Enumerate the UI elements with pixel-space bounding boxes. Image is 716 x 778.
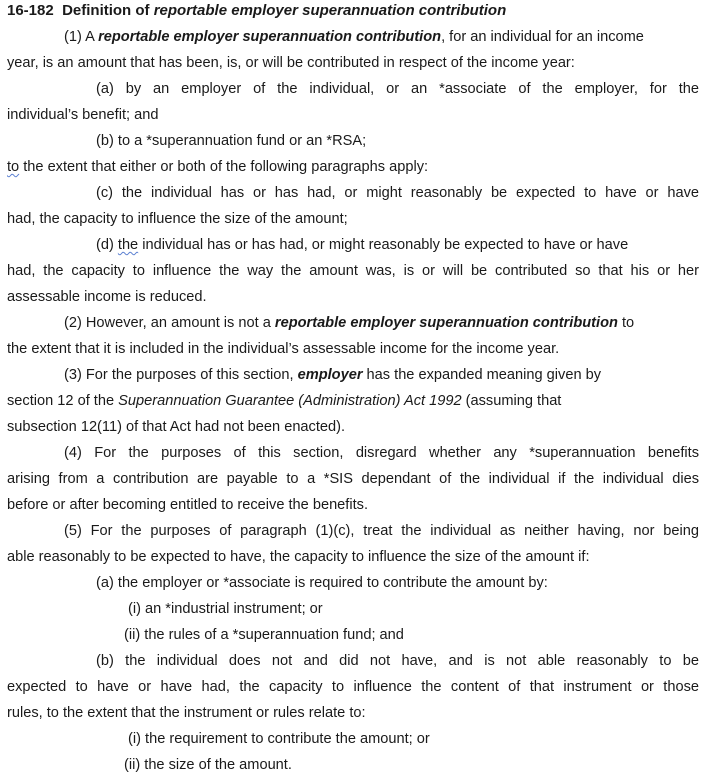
paragraph-1a-line-2: individual’s benefit; and (7, 107, 159, 123)
subsection-5-line-1: (5) For the purposes of paragraph (1)(c), treat the individual as neither having, nor being (64, 523, 699, 539)
paragraph-1d-line-1: (d) the individual has or has had, or might reasonably be expected to have or have (96, 237, 629, 253)
paragraph-5b-line-2: expected to have or have had, the capacity to influence the content of that instrument or those (7, 679, 699, 695)
heading-term: reportable employer superannuation contribution (153, 2, 507, 19)
defined-term: reportable employer superannuation contribution (98, 29, 442, 45)
section-heading (7, 1, 699, 21)
paragraph-1d-line-3: assessable income is reduced. (7, 289, 207, 305)
paragraph-1a-line-1: (a) by an employer of the individual, or an *associate of the employer, for the (96, 81, 699, 97)
subsection-4-line-1: (4) For the purposes of this section, disregard whether any *superannuation benefits (64, 445, 699, 461)
extent-clause: to the extent that either or both of the following paragraphs apply: (7, 159, 429, 175)
subsection-1-line-2: year, is an amount that has been, is, or will be contributed in respect of the income year: (7, 55, 575, 71)
subsection-1-line-1: (1) A reportable employer superannuation contribution, for an individual for an income (64, 29, 644, 45)
subparagraph-5b-i: (i) the requirement to contribute the amount; or (128, 731, 430, 747)
paragraph-1d-line-2: had, the capacity to influence the way the amount was, is or will be contributed so that his or her (7, 263, 699, 279)
paragraph-1c-line-2: had, the capacity to influence the size of the amount; (7, 211, 348, 227)
subparagraph-5b-ii: (ii) the size of the amount. (124, 757, 292, 773)
paragraph-5b-line-3: rules, to the extent that the instrument or rules relate to: (7, 705, 366, 721)
paragraph-5a: (a) the employer or *associate is required to contribute the amount by: (96, 575, 548, 591)
defined-term: reportable employer superannuation contribution (274, 315, 618, 331)
section-number: 16-182 (7, 2, 54, 19)
heading-label: Definition of (62, 2, 154, 19)
flagged-word: to (7, 159, 20, 175)
subsection-4-line-2: arising from a contribution are payable to a *SIS dependant of the individual if the individual dies (7, 471, 699, 487)
act-title: Superannuation Guarantee (Administration) Act 1992 (118, 393, 462, 409)
subsection-3-line-2: section 12 of the Superannuation Guarantee (Administration) Act 1992 (assuming that (7, 393, 562, 409)
paragraph-5b-line-1: (b) the individual does not and did not have, and is not able reasonably to be (96, 653, 699, 669)
subparagraph-5a-ii: (ii) the rules of a *superannuation fund; and (124, 627, 404, 643)
subsection-3-line-3: subsection 12(11) of that Act had not been enacted). (7, 419, 346, 435)
paragraph-1c-line-1: (c) the individual has or has had, or might reasonably be expected to have or have (96, 185, 699, 201)
subsection-2-line-2: the extent that it is included in the individual’s assessable income for the income year. (7, 341, 560, 357)
flagged-word: the (117, 237, 139, 253)
subparagraph-5a-i: (i) an *industrial instrument; or (128, 601, 323, 617)
subsection-2-line-1: (2) However, an amount is not a reportable employer superannuation contribution to (64, 315, 635, 331)
subsection-4-line-3: before or after becoming entitled to receive the benefits. (7, 497, 369, 513)
subsection-5-line-2: able reasonably to be expected to have, the capacity to influence the size of the amount if: (7, 549, 590, 565)
paragraph-1b: (b) to a *superannuation fund or an *RSA; (96, 133, 367, 149)
subsection-3-line-1: (3) For the purposes of this section, employer has the expanded meaning given by (64, 367, 602, 383)
defined-term: employer (297, 367, 363, 383)
